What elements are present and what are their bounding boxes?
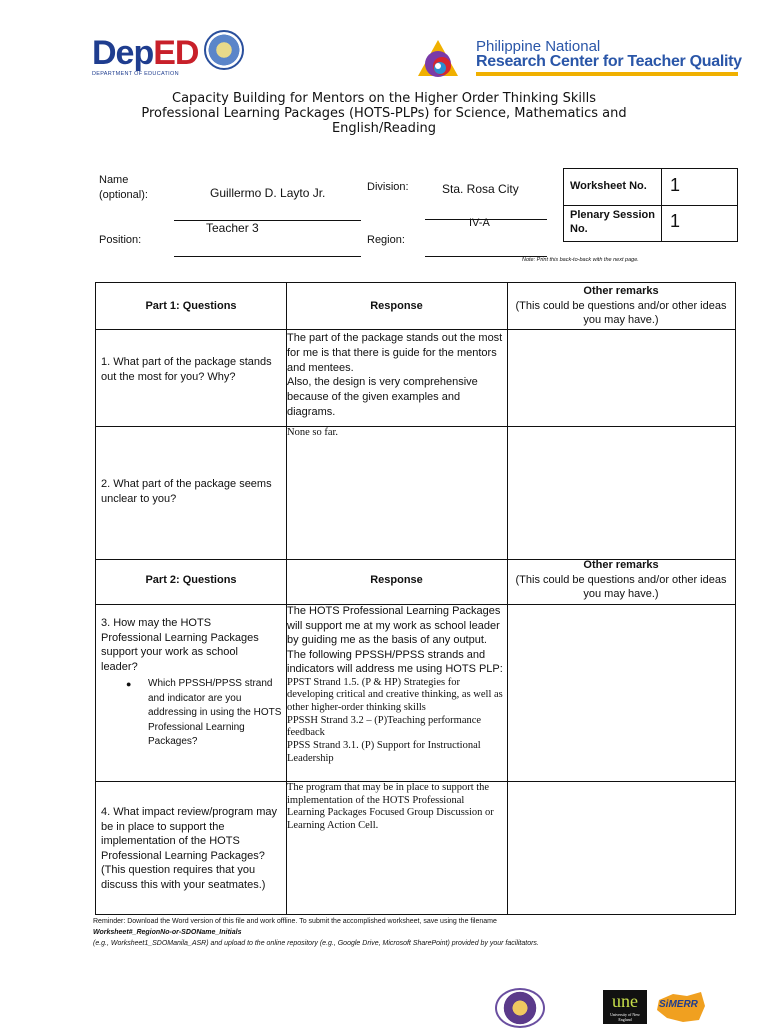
plenary-label: Plenary Session No. [570,209,655,235]
response-header-1: Response [370,300,423,312]
question-3-subpoint: Which PPSSH/PPSS strand and indicator are you addressing in using the HOTS Professional Learning Packages? [148,678,282,747]
simerr-logo: SiMERR [653,990,709,1024]
research-center-name-line2: Research Center for Teacher Quality [476,53,742,70]
university-seal-icon [495,988,545,1028]
question-2: 2. What part of the package seems unclear to you? [101,478,272,505]
division-value: Sta. Rosa City [442,182,519,196]
research-center-underline [476,72,738,76]
une-logo: une University of New England [603,990,647,1024]
response-3: The HOTS Professional Learning Packages will support me at my work as school leader by guiding me as the basis of any output. The following PPSSH/PPSS strands and indicators will address me using HOTS PLP: PPST Strand 1.5. (P & HP) Strategies for developing critical and creative thinking, as well as other higher-order thinking skills PPSSH Strand 3.2 – (P)Teaching performance feedback PPSS Strand 3.1. (P) Support for Instructional Leadership [287,605,503,764]
question-1: 1. What part of the package stands out the most for you? Why? [101,356,272,383]
footer-example: (e.g., Worksheet1_SDOManila_ASR) and upload to the online repository (e.g., Google Drive, Microsoft SharePoint) provided by your facilitators. [93,940,539,947]
name-underline [174,220,361,221]
position-value: Teacher 3 [206,221,259,235]
position-label: Position: [99,234,142,246]
position-underline [174,256,361,257]
question-3: 3. How may the HOTS Professional Learning Packages support your work as school leader? [101,617,259,673]
response-1: The part of the package stands out the most for me is that there is guide for the mentors and mentees. Also, the design is very comprehensive because of the given examples and diagrams. [287,332,503,418]
research-center-logo-icon [414,36,462,84]
question-4: 4. What impact review/program may be in place to support the implementation of the HOTS Professional Learning Packages? (This question requires that you discuss this with your seatmates.) [101,806,278,891]
part2-header: Part 2: Questions [145,574,237,586]
document-title: Capacity Building for Mentors on the Higher Order Thinking Skills Professional Learning Packages (HOTS-PLPs) for Science, Mathematics and English/Reading [141,91,627,136]
remarks-header-1: Other remarks (This could be questions and/or other ideas you may have.) [515,285,727,326]
deped-logo-subtitle: DEPARTMENT OF EDUCATION [92,71,179,77]
region-label: Region: [367,234,405,246]
research-center-name-line1: Philippine National [476,38,601,55]
part1-header: Part 1: Questions [145,300,237,312]
deped-logo: DepED [92,34,199,72]
bullet-icon: ● [126,679,132,689]
deped-seal-icon [204,30,244,70]
name-label: Name (optional): [99,174,148,201]
response-header-2: Response [370,574,423,586]
division-label: Division: [367,181,409,193]
questions-table [95,282,736,915]
footer-filename: Worksheet#_RegionNo-or-SDOName_Initials [93,929,242,936]
worksheet-label: Worksheet No. [570,180,647,192]
print-note: Note: Print this back-to-back with the next page. [522,257,639,263]
name-value: Guillermo D. Layto Jr. [210,186,326,200]
response-4: The program that may be in place to support the implementation of the HOTS Professional Learning Packages Focused Group Discussion or Learning Action Cell. [287,782,494,832]
worksheet-info-box [563,168,738,242]
worksheet-value: 1 [670,175,681,195]
plenary-value: 1 [670,211,681,231]
remarks-header-2: Other remarks (This could be questions and/or other ideas you may have.) [515,559,727,600]
region-value: IV-A [469,217,490,229]
response-2: None so far. [287,427,339,438]
footer-reminder: Reminder: Download the Word version of this file and work offline. To submit the accomplished worksheet, save using the filename [93,918,497,925]
